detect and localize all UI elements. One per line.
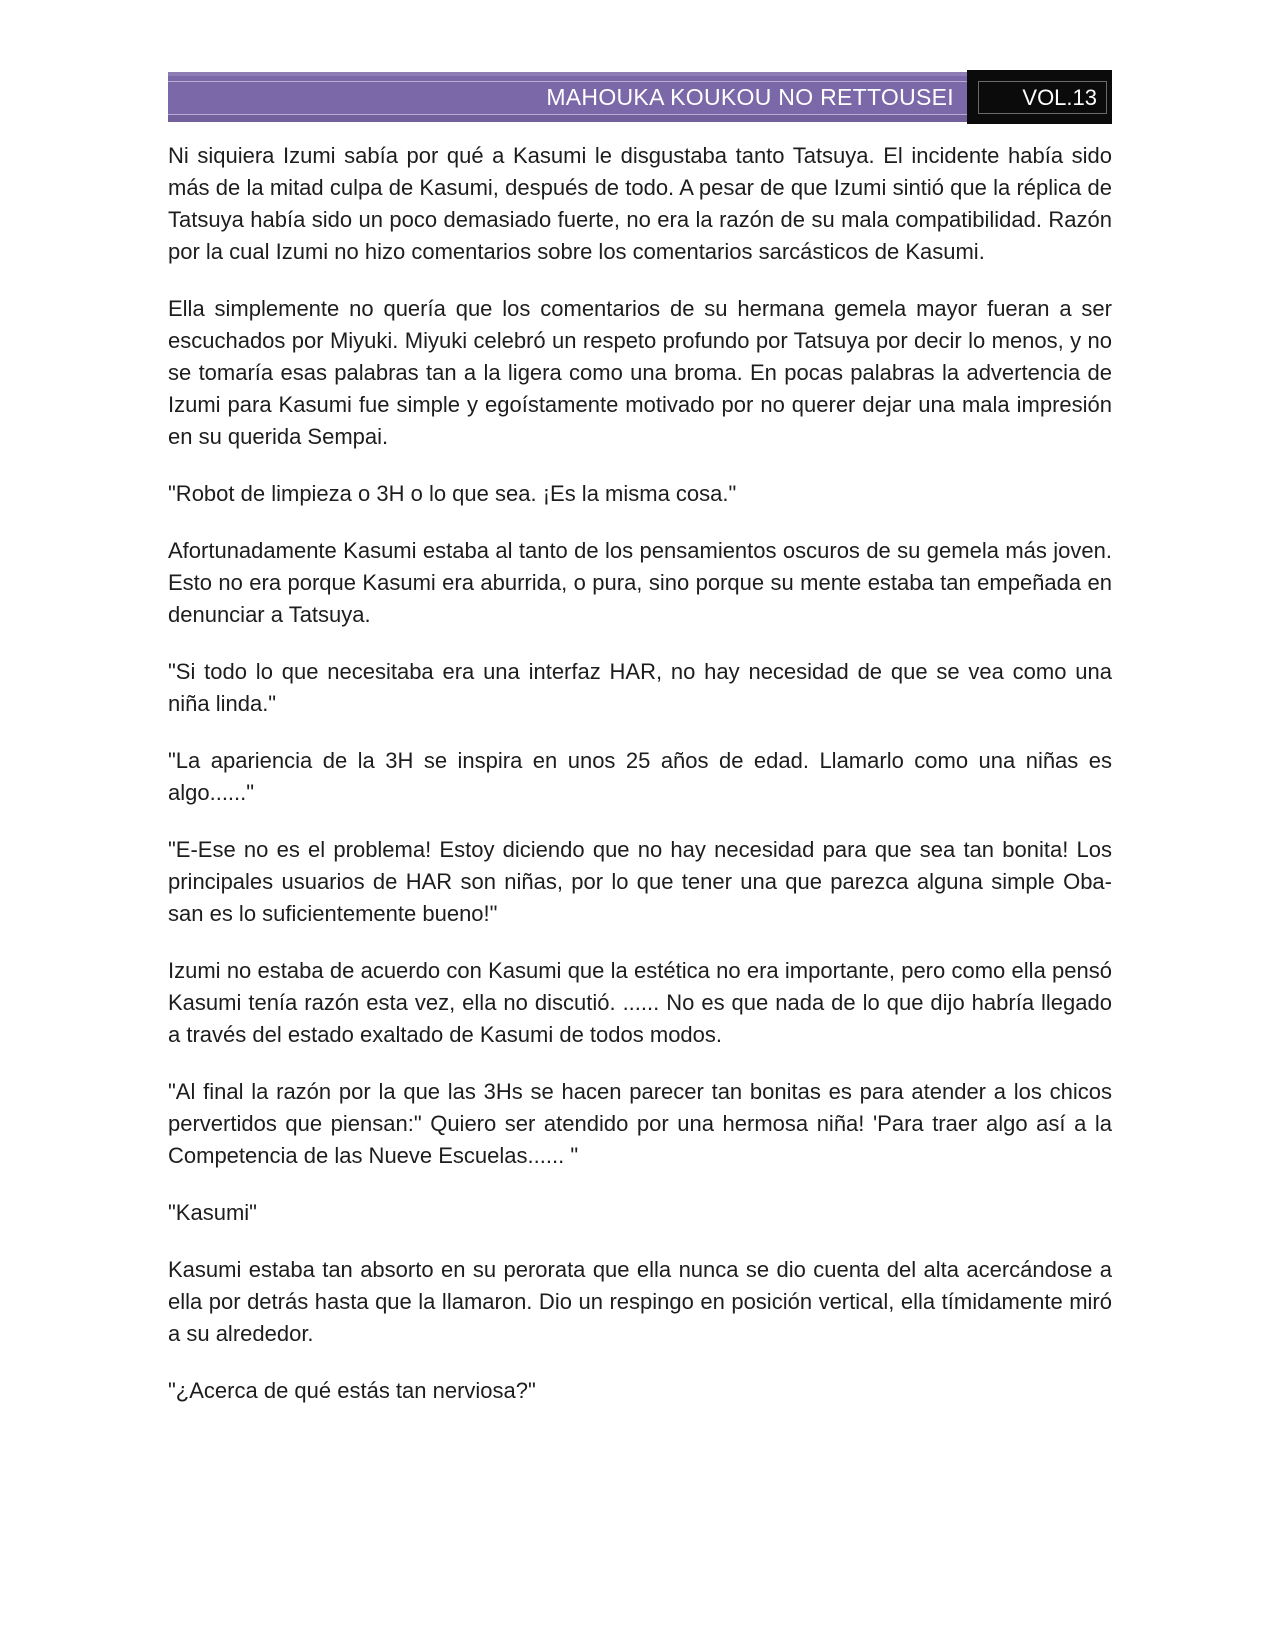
paragraph: Izumi no estaba de acuerdo con Kasumi que la estética no era importante, pero como ella pensó Kasumi tenía razón esta vez, ella no discutió. ...... No es que nada de lo que dijo habría llegado a través del estado exaltado de Kasumi de todos modos.: [168, 958, 1112, 1047]
dialogue-paragraph: "E-Ese no es el problema! Estoy diciendo que no hay necesidad para que sea tan bonita! Los principales usuarios de HAR son niñas, por lo que tener una que parezca alguna simple Oba-san es lo suficientemente bueno!": [168, 837, 1112, 926]
dialogue-paragraph: "Al final la razón por la que las 3Hs se hacen parecer tan bonitas es para atender a los chicos pervertidos que piensan:" Quiero ser atendido por una hermosa niña! 'Para traer algo así a la Competencia de las Nueve Escuelas...... ": [168, 1079, 1112, 1168]
header-title: MAHOUKA KOUKOU NO RETTOUSEI: [546, 84, 954, 110]
dialogue-paragraph: "Robot de limpieza o 3H o lo que sea. ¡Es la misma cosa.": [168, 481, 737, 506]
page-header: [168, 72, 1112, 122]
paragraph: Afortunadamente Kasumi estaba al tanto de los pensamientos oscuros de su gemela más joven. Esto no era porque Kasumi era aburrida, o pura, sino porque su mente estaba tan empeñada en denunciar a Tatsuya.: [168, 538, 1112, 627]
dialogue-paragraph: "¿Acerca de qué estás tan nerviosa?": [168, 1378, 536, 1403]
dialogue-paragraph: "La apariencia de la 3H se inspira en unos 25 años de edad. Llamarlo como una niñas es algo......": [168, 748, 1112, 805]
paragraph: Ni siquiera Izumi sabía por qué a Kasumi le disgustaba tanto Tatsuya. El incidente había sido más de la mitad culpa de Kasumi, después de todo. A pesar de que Izumi sintió que la réplica de Tatsuya había sido un poco demasiado fuerte, no era la razón de su mala compatibilidad. Razón por la cual Izumi no hizo comentarios sobre los comentarios sarcásticos de Kasumi.: [168, 143, 1112, 264]
document-body: [168, 140, 1112, 1432]
dialogue-paragraph: "Kasumi": [168, 1200, 257, 1225]
volume-label: VOL.13: [978, 81, 1107, 114]
paragraph: Kasumi estaba tan absorto en su perorata que ella nunca se dio cuenta del alta acercándose a ella por detrás hasta que la llamaron. Dio un respingo en posición vertical, ella tímidamente miró a su alrededor.: [168, 1257, 1112, 1346]
volume-box: [967, 70, 1112, 124]
dialogue-paragraph: "Si todo lo que necesitaba era una interfaz HAR, no hay necesidad de que se vea como una niña linda.": [168, 659, 1112, 716]
paragraph: Ella simplemente no quería que los comentarios de su hermana gemela mayor fueran a ser escuchados por Miyuki. Miyuki celebró un respeto profundo por Tatsuya por decir lo menos, y no se tomaría esas palabras tan a la ligera como una broma. En pocas palabras la advertencia de Izumi para Kasumi fue simple y egoístamente motivado por no querer dejar una mala impresión en su querida Sempai.: [168, 296, 1112, 449]
